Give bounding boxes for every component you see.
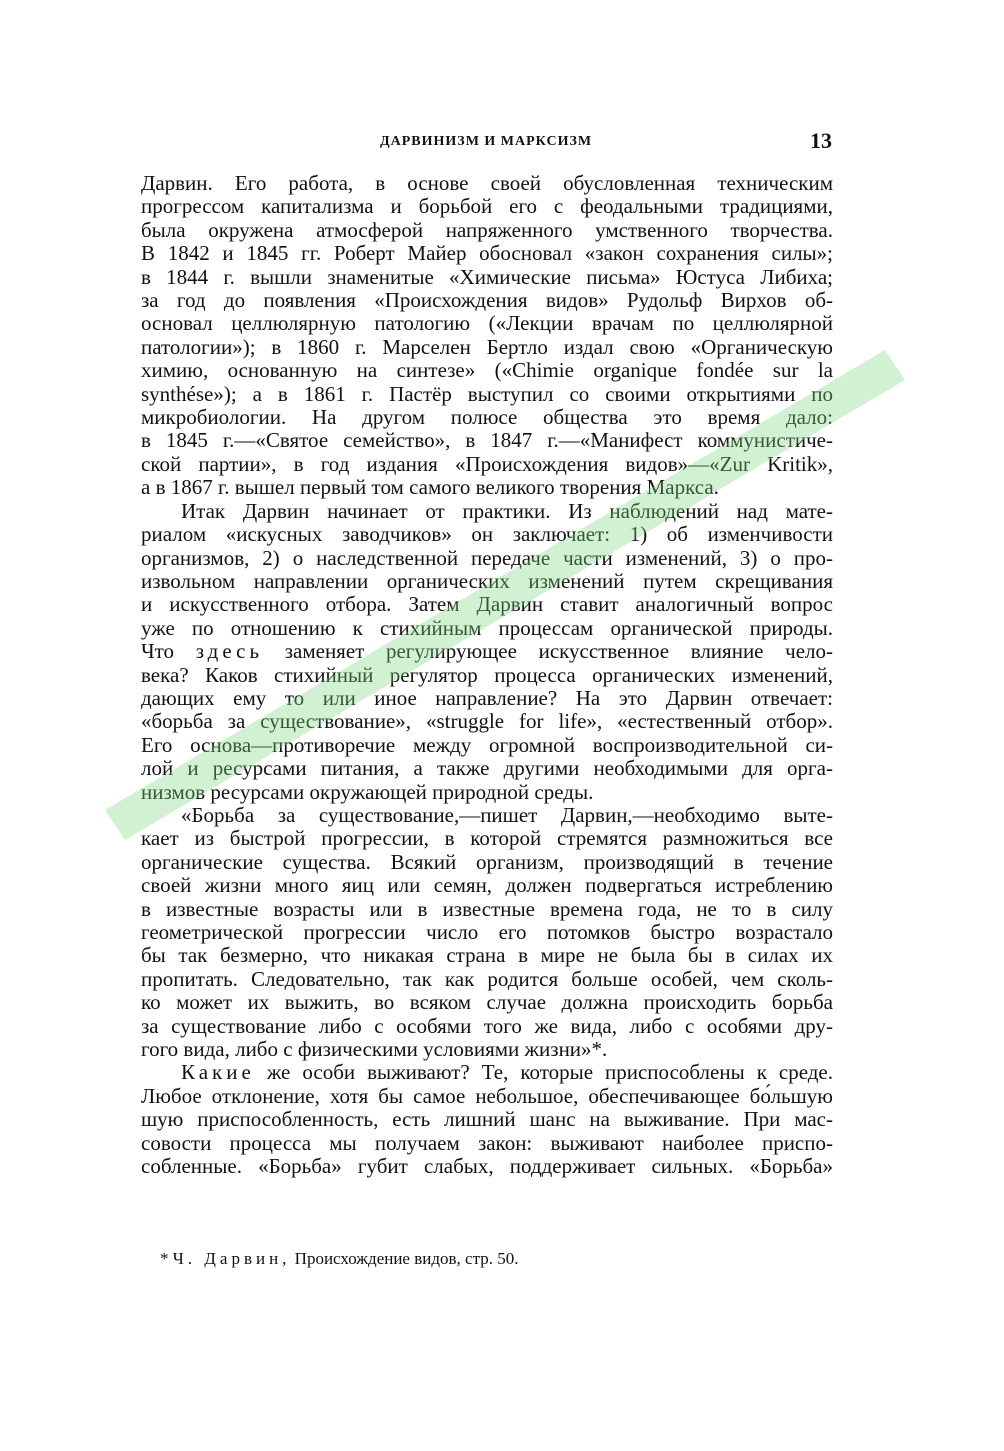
text-line: микробиологии. На другом полюсе общества это время дало:: [141, 405, 833, 430]
text-line: за существование либо с особями того же вида, либо с особями дру-: [141, 1013, 833, 1038]
text-line: synthése»); а в 1861 г. Пастёр выступил со своими открытиями по: [141, 381, 833, 406]
text-line: века? Каков стихийный регулятор процесса органических изменений,: [141, 662, 833, 687]
text-line: органические существа. Всякий организм, производящий в течение: [141, 849, 833, 874]
text-fragment: заменяет регулирующее искусственное влияние чело-: [284, 639, 834, 664]
text-line: ко может их выжить, во всяком случае должна происходить борьба: [141, 990, 833, 1015]
text-line: за год до появления «Происхождения видов» Рудольф Вирхов об-: [141, 288, 833, 313]
text-line: организмов, 2) о наследственной передаче части изменений, 3) о про-: [141, 545, 833, 570]
text-line: химию, основанную на синтезе» («Chimie organique fondée sur la: [141, 358, 833, 383]
text-line: дающих ему то или иное направление? На это Дарвин отвечает:: [141, 685, 833, 710]
text-line: кает из быстрой прогрессии, в которой стремятся размножиться все: [141, 826, 833, 851]
text-line: в 1845 г.—«Святое семейство», в 1847 г.—«Манифест коммунистиче-: [141, 428, 833, 453]
text-line: и искусственного отбора. Затем Дарвин ставит аналогичный вопрос: [141, 592, 833, 617]
running-title: ДАРВИНИЗМ И МАРКСИЗМ: [380, 134, 593, 149]
text-line: патологии»); в 1860 г. Марселен Бертло издал свою «Органическую: [141, 334, 833, 359]
text-line: шую приспособленность, есть лишний шанс на выживание. При мас-: [141, 1107, 833, 1132]
text-line: низмов ресурсами окружающей природной среды.: [141, 779, 594, 804]
footnote: [160, 1249, 518, 1269]
text-line-with-emphasis: [141, 640, 833, 663]
text-line: уже по отношению к стихийным процессам органической природы.: [141, 615, 833, 640]
text-line: Дарвин. Его работа, в основе своей обусловленная техническим: [141, 171, 833, 195]
body-text: [141, 172, 833, 1178]
text-line: Любое отклонение, хотя бы самое небольшое, обеспечивающее бо́льшую: [141, 1083, 833, 1108]
text-line: основал целлюлярную патологию («Лекции врачам по целлюлярной: [141, 311, 833, 336]
text-line: была окружена атмосферой напряженного умственного творчества.: [141, 217, 833, 242]
text-line: в известные возрасты или в известные времена года, не то в силу: [141, 896, 833, 921]
text-line: «борьба за существование», «struggle for life», «естественный отбор».: [141, 709, 833, 734]
text-fragment: Что: [141, 639, 175, 664]
text-fragment: же особи выживают? Те, которые приспособлены к среде.: [266, 1060, 834, 1085]
text-line: гого вида, либо с физическими условиями жизни»*.: [141, 1037, 608, 1062]
text-line: Итак Дарвин начинает от практики. Из наблюдений над мате-: [181, 498, 833, 523]
text-line: бы так безмерно, что никакая страна в мире не была бы в силах их: [141, 943, 833, 968]
emphasized-word: Какие: [181, 1060, 255, 1085]
text-line: в 1844 г. вышли знаменитые «Химические письма» Юстуса Либиха;: [141, 264, 833, 289]
text-line: геометрической прогрессии число его потомков быстро возрастало: [141, 920, 833, 944]
text-line: ской партии», в год издания «Происхождения видов»—«Zur Kritik»,: [141, 451, 833, 476]
text-line: пропитать. Следовательно, так как родится больше особей, чем сколь-: [141, 966, 833, 991]
page-number: 13: [810, 128, 832, 153]
text-line: совости процесса мы получаем закон: выживают наиболее приспо-: [141, 1130, 833, 1155]
text-line: лой и ресурсами питания, а также другими необходимыми для орга-: [141, 756, 833, 781]
text-line: собленные. «Борьба» губит слабых, поддерживает сильных. «Борьба»: [141, 1154, 833, 1179]
footnote-text: Происхождение видов, стр. 50.: [294, 1249, 519, 1268]
text-line: Его основа—противоречие между огромной воспроизводительной си-: [141, 732, 833, 757]
text-line: извольном направлении органических изменений путем скрещивания: [141, 568, 833, 593]
emphasized-word: здесь: [195, 639, 264, 664]
text-line: В 1842 и 1845 гг. Роберт Майер обосновал «закон сохранения силы»;: [141, 241, 833, 266]
text-line-with-emphasis: [141, 1061, 833, 1084]
text-line: «Борьба за существование,—пишет Дарвин,—необходимо выте-: [181, 802, 833, 827]
text-line: своей жизни много яиц или семян, должен подвергаться истреблению: [141, 873, 833, 898]
text-line: прогрессом капитализма и борьбой его с феодальными традициями,: [141, 194, 833, 219]
text-line: а в 1867 г. вышел первый том самого великого творения Маркса.: [141, 475, 719, 500]
text-line: риалом «искусных заводчиков» он заключает: 1) об изменчивости: [141, 522, 833, 547]
footnote-author: Ч. Дарвин,: [172, 1249, 291, 1268]
footnote-marker: *: [160, 1249, 169, 1268]
